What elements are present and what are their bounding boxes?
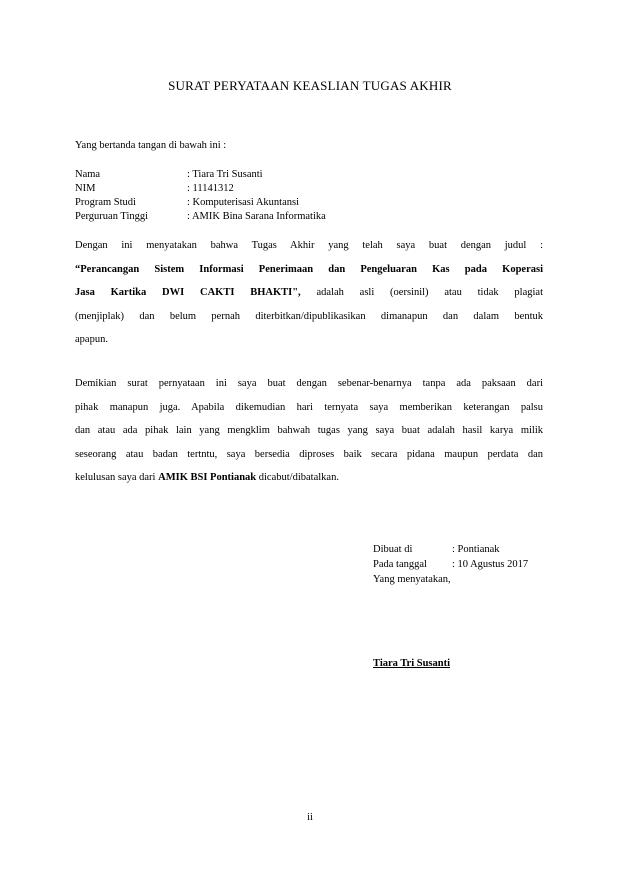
paragraph-text: kelulusan saya dari — [75, 472, 159, 483]
signature-block — [373, 542, 528, 587]
identity-label: Nama — [75, 169, 101, 180]
paragraph-text: dicabut/dibatalkan. — [256, 472, 339, 483]
thesis-title-part: “Perancangan Sistem Informasi Penerimaan dan Pengeluaran Kas pada Koperasi — [75, 263, 543, 275]
paragraph-line: dan atau ada pihak lain yang mengklim bahwah tugas yang saya buat adalah hasil karya milik — [75, 425, 543, 436]
paragraph-line: Dengan ini menyatakan bahwa Tugas Akhir yang telah saya buat dengan judul : — [75, 240, 543, 251]
identity-row-university — [75, 210, 326, 224]
signature-place-row — [373, 542, 528, 557]
identity-value: : Tiara Tri Susanti — [187, 169, 263, 180]
signature-date-row — [373, 557, 528, 572]
paragraph-line: apapun. — [75, 334, 108, 345]
paragraph-line: Demikian surat pernyataan ini saya buat dengan sebenar-benarnya tanpa ada paksaan dari — [75, 378, 543, 389]
identity-row-program — [75, 196, 326, 210]
signer-name: Tiara Tri Susanti — [373, 658, 451, 669]
identity-value: : Komputerisasi Akuntansi — [187, 197, 299, 208]
institution-name: AMIK BSI Pontianak — [158, 472, 257, 483]
identity-label: NIM — [75, 183, 96, 194]
paragraph-line: seseorang atau badan tertntu, saya bersedia diproses baik secara pidana maupun perdata dan — [75, 448, 543, 460]
identity-row-name — [75, 168, 326, 182]
signature-value: : 10 Agustus 2017 — [452, 559, 529, 570]
signature-label: Dibuat di — [373, 544, 413, 555]
identity-block — [75, 168, 326, 224]
identity-label: Perguruan Tinggi — [75, 211, 149, 222]
document-title: SURAT PERYATAAN KEASLIAN TUGAS AKHIR — [168, 78, 452, 93]
declarant-row — [373, 572, 528, 587]
paragraph-line: pihak manapun juga. Apabila dikemudian hari ternyata saya memberikan keterangan palsu — [75, 401, 543, 413]
signature-label: Pada tanggal — [373, 559, 427, 570]
paragraph-line — [75, 281, 543, 305]
declarant-text: Yang menyatakan, — [373, 574, 451, 585]
identity-value: : AMIK Bina Sarana Informatika — [187, 211, 326, 222]
paragraph-line-bold — [75, 258, 543, 282]
paragraph-text: adalah asli (oersinil) atau tidak plagiat — [300, 287, 543, 298]
paragraph-line — [75, 466, 543, 490]
closing-paragraph — [75, 372, 543, 490]
paragraph-line: (menjiplak) dan belum pernah diterbitkan/dipublikasikan dimanapun dan dalam bentuk — [75, 310, 543, 322]
intro-text: Yang bertanda tangan di bawah ini : — [75, 140, 227, 151]
page-number: ii — [307, 812, 313, 823]
identity-row-nim — [75, 182, 326, 196]
identity-value: : 11141312 — [187, 183, 234, 194]
thesis-title-part: Jasa Kartika DWI CAKTI BHAKTI", — [75, 287, 301, 298]
identity-label: Program Studi — [75, 197, 136, 208]
signature-value: : Pontianak — [452, 544, 500, 555]
statement-paragraph — [75, 234, 543, 352]
